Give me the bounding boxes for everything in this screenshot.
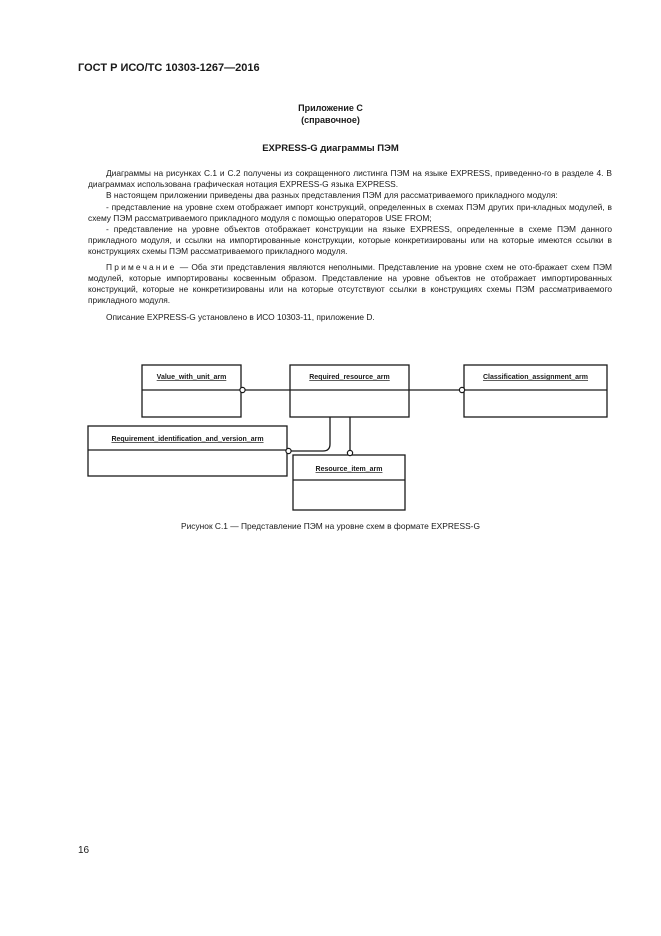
box-value-with-unit: [142, 365, 241, 417]
relation-circle: [286, 448, 291, 453]
note-text: — Оба эти представления являются неполными. Представление на уровне схем не ото-бражает схем ПЭМ модулей, которые импортированы косвенным образом. Представление на уровне объектов не отображает импортированных конструкций, которые не конкретизированы или на которые отсутствуют ссылки в конструкциях схемы ПЭМ рассматриваемого прикладного модуля.: [88, 261, 612, 306]
label-resource-item: Resource_item_arm: [315, 466, 383, 473]
section-title: EXPRESS-G диаграммы ПЭМ: [262, 143, 399, 154]
annex-label: Приложение С: [298, 103, 363, 113]
box-required-resource: [290, 365, 409, 417]
label-classification-assignment: Classification_assignment_arm: [482, 374, 589, 381]
paragraph-2: В настоящем приложении приведены два разных представления ПЭМ для рассматриваемого прикладного модуля:: [106, 190, 558, 201]
annex-type: (справочное): [301, 115, 360, 125]
label-requirement-identification: Requirement_identification_and_version_arm: [111, 436, 264, 443]
paragraph-3: - представление на уровне схем отображает импорт конструкций, определенных в схемах ПЭМ других при-кладных модулей, в схему ПЭМ рассматриваемого прикладного модуля с помощью операторов USE FROM;: [88, 201, 612, 223]
document-header: ГОСТ Р ИСО/ТС 10303-1267—2016: [78, 62, 260, 74]
paragraph-1: Диаграммы на рисунках С.1 и С.2 получены из сокращенного листинга ПЭМ на языке EXPRESS, приведенно-го в разделе 4. В диаграммах использована графическая нотация EXPRESS-G языка EXPRESS.: [88, 168, 612, 190]
label-value-with-unit: Value_with_unit_arm: [156, 374, 227, 381]
relation-circle: [459, 387, 464, 392]
relation-circle: [240, 387, 245, 392]
label-required-resource: Required_resource_arm: [309, 374, 390, 381]
paragraph-5: Описание EXPRESS-G установлено в ИСО 10303-11, приложение D.: [106, 312, 375, 323]
figure-caption: Рисунок С.1 — Представление ПЭМ на уровне схем в формате EXPRESS-G: [181, 521, 480, 531]
note-label: Примечание: [106, 261, 177, 272]
paragraph-4: - представление на уровне объектов отображает конструкции на языке EXPRESS, определенные в схеме ПЭМ данного прикладного модуля, и ссылки на импортированные конструкции, которые конкретизированы или на которые имеются ссылки в конструкциях схемы ПЭМ рассматриваемого прикладного модуля.: [88, 224, 612, 257]
relation-circle: [347, 450, 352, 455]
box-requirement-identification: [88, 426, 287, 476]
box-classification-assignment: [464, 365, 607, 417]
page-number: 16: [78, 845, 90, 856]
box-resource-item: [293, 455, 405, 510]
